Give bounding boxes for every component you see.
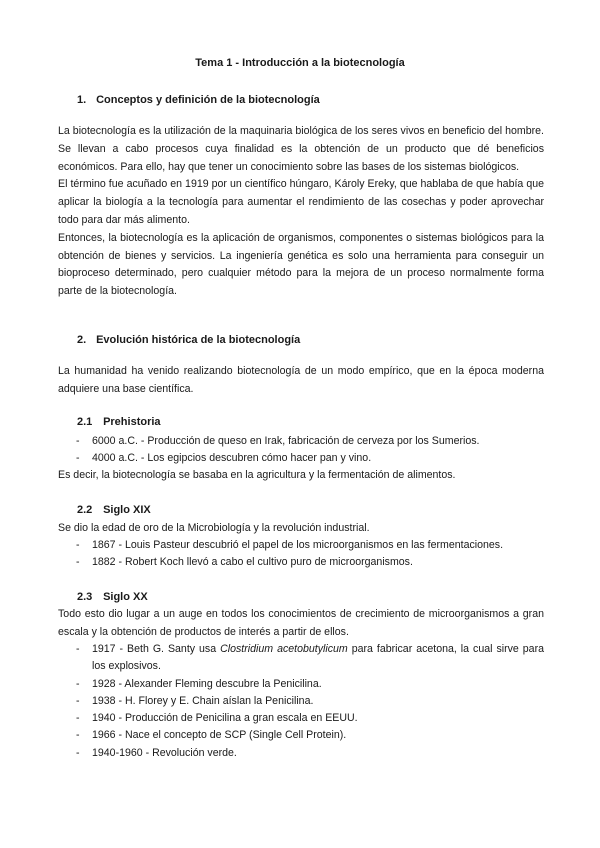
subsection-number: 2.2 (77, 504, 93, 516)
species-name: Clostridium acetobutylicum (220, 643, 348, 655)
paragraph: El término fue acuñado en 1919 por un científico húngaro, Károly Ereky, que hablaba de que había que aplicar la biología a la tecnología para aumentar el rendimiento de las cosechas y poder aprovechar todo para dar más alimento. (58, 178, 544, 226)
list-item: - 1938 - H. Florey y E. Chain aíslan la Penicilina. (76, 694, 314, 707)
siglo-xix-list (58, 537, 544, 572)
section-2-heading (77, 334, 300, 346)
subsection-2-1-heading (77, 416, 161, 428)
section-number: 2. (77, 334, 87, 346)
paragraph: La biotecnología es la utilización de la maquinaria biológica de los seres vivos en beneficio del hombre. Se llevan a cabo procesos cuya finalidad es la obtención de un producto que dé beneficios económicos. Para ello, hay que tener un conocimiento sobre las bases de los sistemas biológicos. (58, 125, 544, 173)
prehistoria-list (58, 433, 544, 468)
subsection-title: Prehistoria (103, 416, 161, 428)
subsection-2-3-heading (77, 591, 148, 603)
section-title: Conceptos y definición de la biotecnología (96, 94, 320, 106)
siglo-xx-list (58, 641, 544, 762)
list-item: - 1867 - Louis Pasteur descubrió el papel de los microorganismos en las fermentaciones. (76, 539, 504, 551)
paragraph: Entonces, la biotecnología es la aplicación de organismos, componentes o sistemas biológicos para la obtención de bienes y servicios. La ingeniería genética es solo una herramienta para conseguir un bioproceso determinado, pero cualquier método para la mejora de un proceso normalmente forma parte de la biotecnología. (58, 231, 544, 298)
section-1-body (58, 123, 544, 301)
list-item: - 1928 - Alexander Fleming descubre la Penicilina. (76, 677, 322, 690)
paragraph: Se dio la edad de oro de la Microbiología y la revolución industrial. (58, 522, 370, 534)
siglo-xix-intro (58, 520, 544, 538)
subsection-number: 2.3 (77, 591, 93, 603)
siglo-xx-intro (58, 606, 544, 642)
paragraph: Es decir, la biotecnología se basaba en la agricultura y la fermentación de alimentos. (58, 469, 456, 481)
subsection-title: Siglo XIX (103, 504, 151, 516)
paragraph: Todo esto dio lugar a un auge en todos los conocimientos de crecimiento de microorganismos a gran escala y la obtención de productos de interés a partir de ellos. (58, 608, 544, 638)
list-item: - 1917 - Beth G. Santy usa Clostridium acetobutylicum para fabricar acetona, la cual sirve para los explosivos. (76, 643, 544, 673)
paragraph: La humanidad ha venido realizando biotecnología de un modo empírico, que en la época moderna adquiere una base científica. (58, 365, 544, 395)
subsection-number: 2.1 (77, 416, 93, 428)
list-item: - 1940-1960 - Revolución verde. (76, 746, 237, 759)
subsection-2-2-heading (77, 504, 151, 516)
document-title: Tema 1 - Introducción a la biotecnología (195, 57, 405, 69)
list-item: - 1882 - Robert Koch llevó a cabo el cultivo puro de microorganismos. (76, 556, 413, 569)
subsection-title: Siglo XX (103, 591, 148, 603)
list-item: - 6000 a.C. - Producción de queso en Irak, fabricación de cerveza por los Sumerios. (76, 435, 480, 447)
section-2-intro (58, 363, 544, 399)
list-item: - 1940 - Producción de Penicilina a gran escala en EEUU. (76, 712, 358, 725)
section-number: 1. (77, 94, 87, 106)
list-item: - 1966 - Nace el concepto de SCP (Single Cell Protein). (76, 729, 347, 742)
section-1-heading (77, 94, 320, 106)
prehistoria-summary (58, 467, 544, 485)
list-item: - 4000 a.C. - Los egipcios descubren cómo hacer pan y vino. (76, 452, 372, 465)
section-title: Evolución histórica de la biotecnología (96, 334, 301, 346)
